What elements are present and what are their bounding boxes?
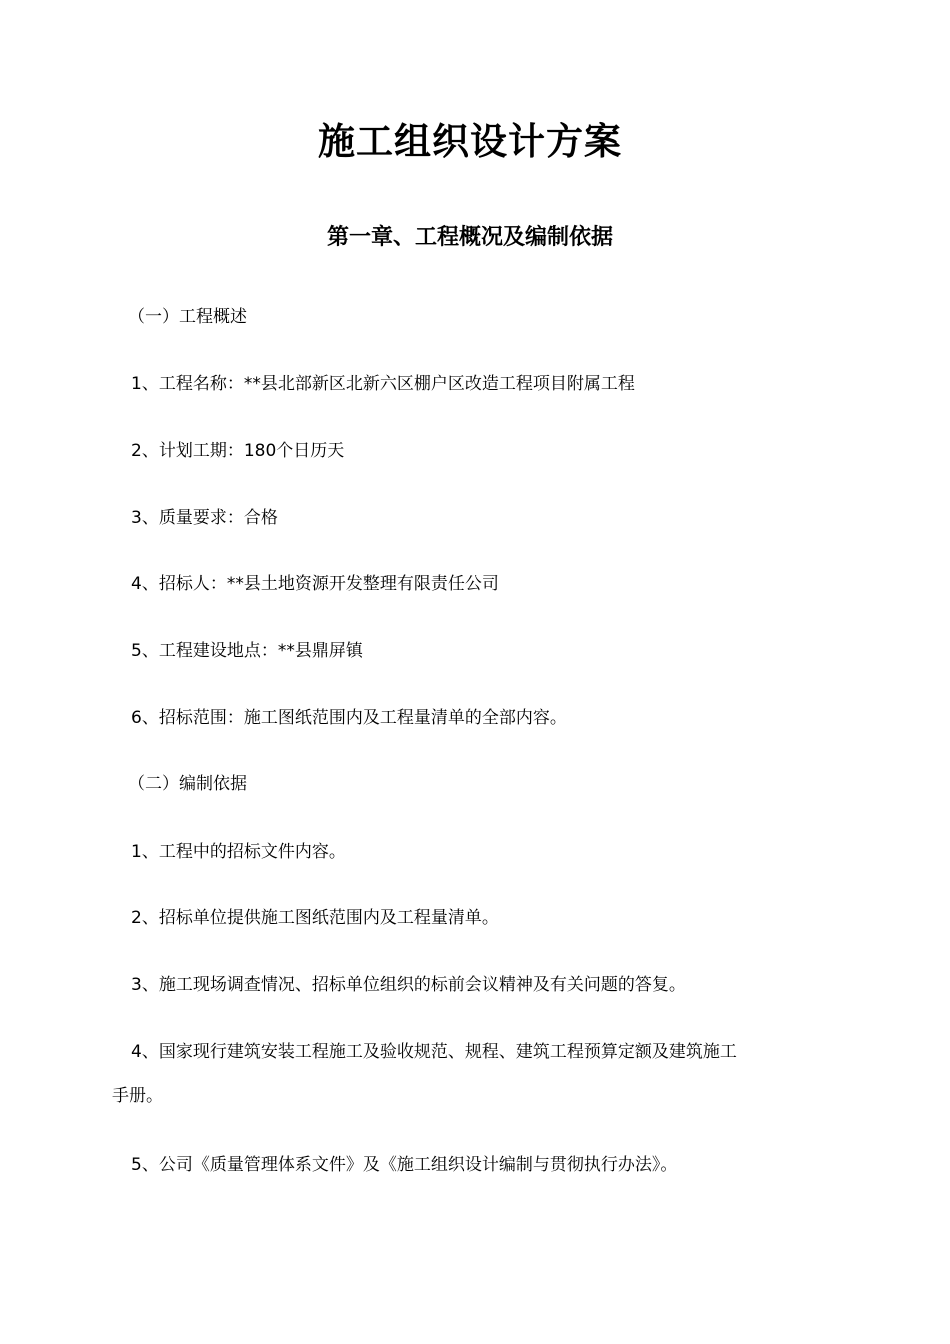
list-item: 5、工程建设地点：**县鼎屏镇 [131,641,363,661]
list-item: 2、计划工期：180个日历天 [131,441,345,461]
section-heading-overview: （一）工程概述 [128,307,247,327]
list-item: 4、国家现行建筑安装工程施工及验收规范、规程、建筑工程预算定额及建筑施工 [131,1042,737,1062]
list-item: 4、招标人：**县土地资源开发整理有限责任公司 [131,574,499,594]
list-item: 3、施工现场调查情况、招标单位组织的标前会议精神及有关问题的答复。 [131,975,686,995]
list-item: 1、工程名称：**县北部新区北新六区棚户区改造工程项目附属工程 [131,374,635,394]
section-heading-basis: （二）编制依据 [128,774,247,794]
chapter-title: 第一章、工程概况及编制依据 [326,225,613,250]
list-item: 1、工程中的招标文件内容。 [131,842,346,862]
list-item: 3、质量要求：合格 [131,508,278,528]
list-item: 5、公司《质量管理体系文件》及《施工组织设计编制与贯彻执行办法》。 [131,1155,678,1175]
list-item: 2、招标单位提供施工图纸范围内及工程量清单。 [131,908,499,928]
document-title: 施工组织设计方案 [318,120,622,163]
list-item: 6、招标范围：施工图纸范围内及工程量清单的全部内容。 [131,708,567,728]
list-item-continuation: 手册。 [112,1086,163,1106]
